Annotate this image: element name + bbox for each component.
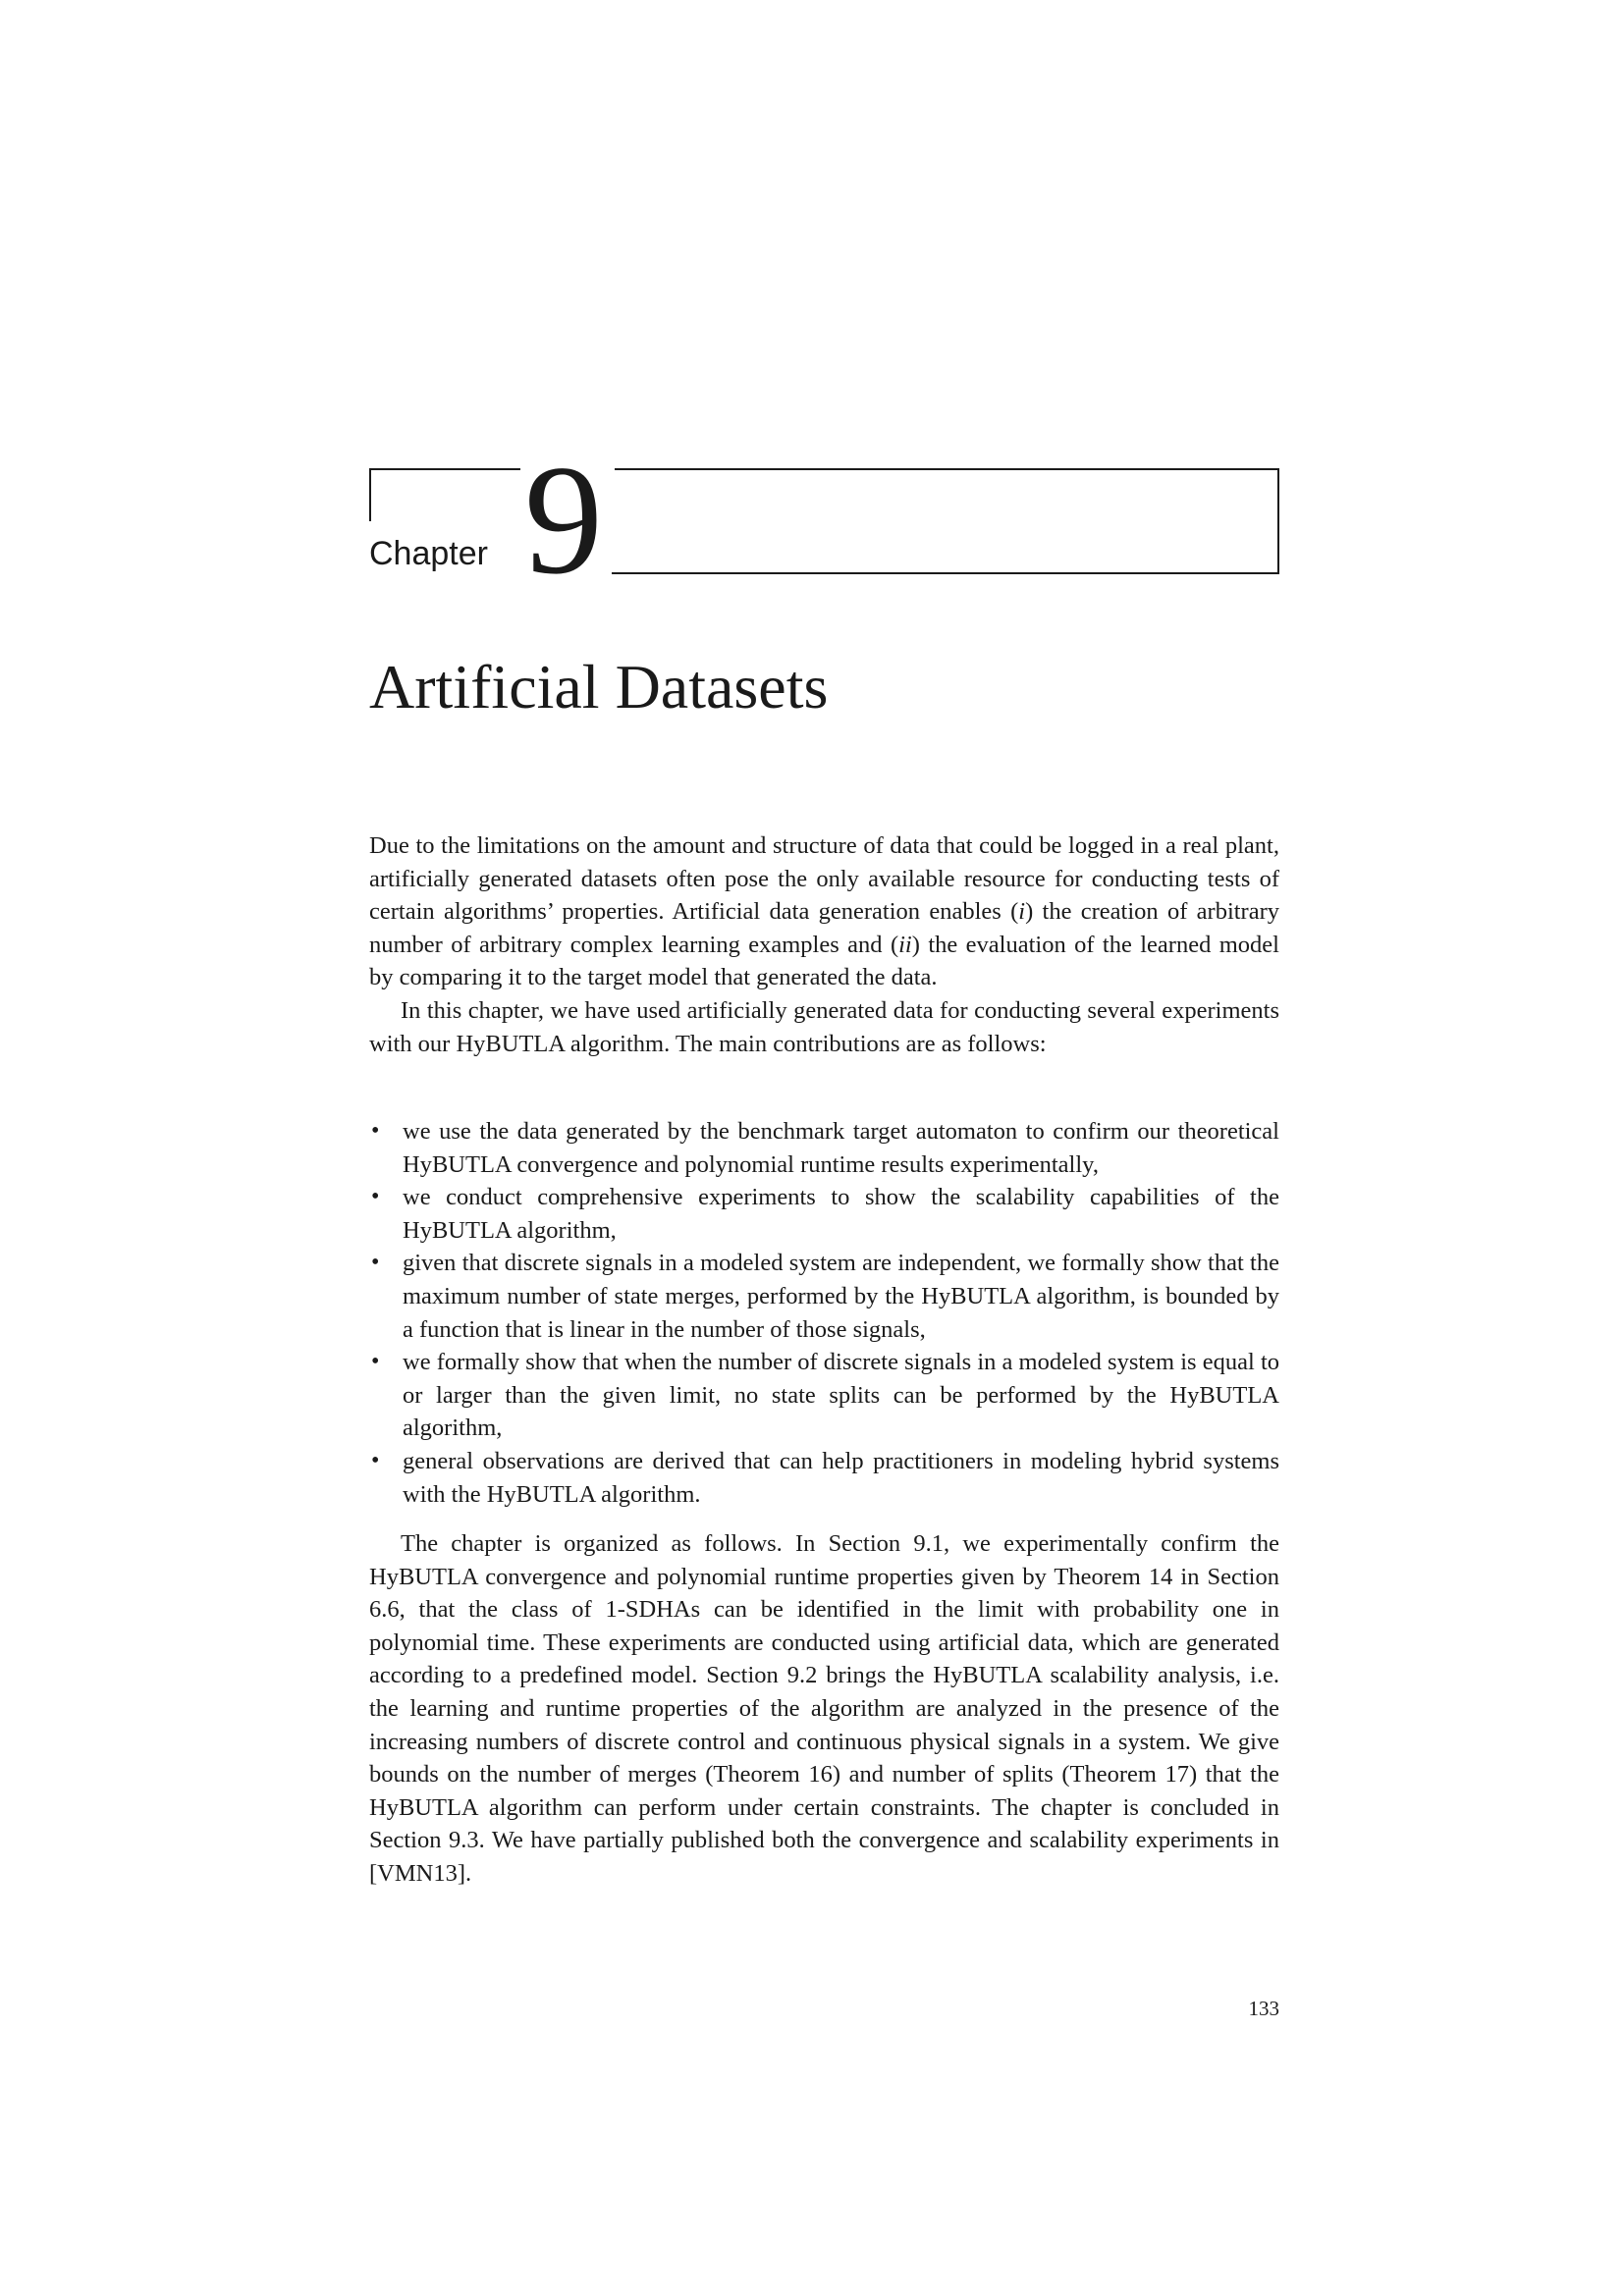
- bullet-icon: •: [371, 1447, 380, 1473]
- organization-paragraph: The chapter is organized as follows. In Section 9.1, we experimentally confirm the HyBUTLA convergence and polynomial runtime properties given by Theorem 14 in Section 6.6, that the class of 1-SDHAs can be identified in the limit with probability one in polynomial time. These experiments are conducted using artificial data, which are generated according to a predefined model. Section 9.2 brings the HyBUTLA scalability analysis, i.e. the learning and runtime properties of the algorithm are analyzed in the presence of the increasing numbers of discrete control and continuous physical signals in a system. We give bounds on the number of merges (Theorem 16) and number of splits (Theorem 17) that the HyBUTLA algorithm can perform under certain constraints. The chapter is concluded in Section 9.3. We have partially published both the convergence and scalability experiments in [VMN13].: [369, 1530, 1279, 1887]
- list-item: [369, 1445, 1279, 1511]
- intro-section: [369, 829, 1279, 1060]
- organization-section: [369, 1527, 1279, 1891]
- intro-paragraph-1: [369, 829, 1279, 994]
- intro-p1-text-b: ) the creation of arbitrary number of arbitrary complex learning examples and (: [369, 898, 1279, 958]
- page-number: 133: [1248, 1997, 1279, 2020]
- list-item-text: general observations are derived that can help practitioners in modeling hybrid systems with the HyBUTLA algorithm.: [403, 1447, 1279, 1508]
- list-item: [369, 1346, 1279, 1445]
- list-item: [369, 1247, 1279, 1346]
- bullet-icon: •: [371, 1250, 380, 1276]
- intro-paragraph-2: In this chapter, we have used artificially generated data for conducting several experiments with our HyBUTLA algorithm. The main contributions are as follows:: [369, 996, 1279, 1057]
- list-item: [369, 1115, 1279, 1181]
- chapter-heading-frame: [369, 432, 1279, 607]
- frame-right-rule: [1277, 468, 1279, 574]
- chapter-label: Chapter: [369, 535, 488, 572]
- frame-left-rule: [369, 468, 371, 521]
- bullet-icon: •: [371, 1118, 380, 1144]
- intro-p1-math-ii: ii: [898, 931, 912, 958]
- contributions-list: [369, 1115, 1279, 1511]
- list-item-text: we use the data generated by the benchmark target automaton to confirm our theoretical HyBUTLA convergence and polynomial runtime results experimentally,: [403, 1118, 1279, 1178]
- bullet-icon: •: [371, 1184, 380, 1210]
- bullet-icon: •: [371, 1349, 380, 1375]
- intro-p1-text-a: Due to the limitations on the amount and structure of data that could be logged in a real plant, artificially generated datasets often pose the only available resource for conducting tests of certain algorithms’ properties. Artificial data generation enables (: [369, 832, 1279, 926]
- chapter-number: 9: [524, 432, 603, 607]
- list-item-text: we conduct comprehensive experiments to show the scalability capabilities of the HyBUTLA algorithm,: [403, 1184, 1279, 1244]
- intro-p1-math-i: i: [1018, 898, 1026, 926]
- frame-top-right-rule: [615, 468, 1279, 470]
- chapter-title: Artificial Datasets: [369, 652, 829, 721]
- list-item-text: given that discrete signals in a modeled system are independent, we formally show that the maximum number of state merges, performed by the HyBUTLA algorithm, is bounded by a function that is linear in the number of those signals,: [403, 1250, 1279, 1343]
- list-item: [369, 1181, 1279, 1247]
- frame-bottom-rule: [612, 572, 1279, 574]
- frame-top-left-rule: [369, 468, 520, 470]
- list-item-text: we formally show that when the number of discrete signals in a modeled system is equal to or larger than the given limit, no state splits can be performed by the HyBUTLA algorithm,: [403, 1349, 1279, 1442]
- intro-p1-text-c: ) the evaluation of the learned model by comparing it to the target model that generated the data.: [369, 931, 1279, 991]
